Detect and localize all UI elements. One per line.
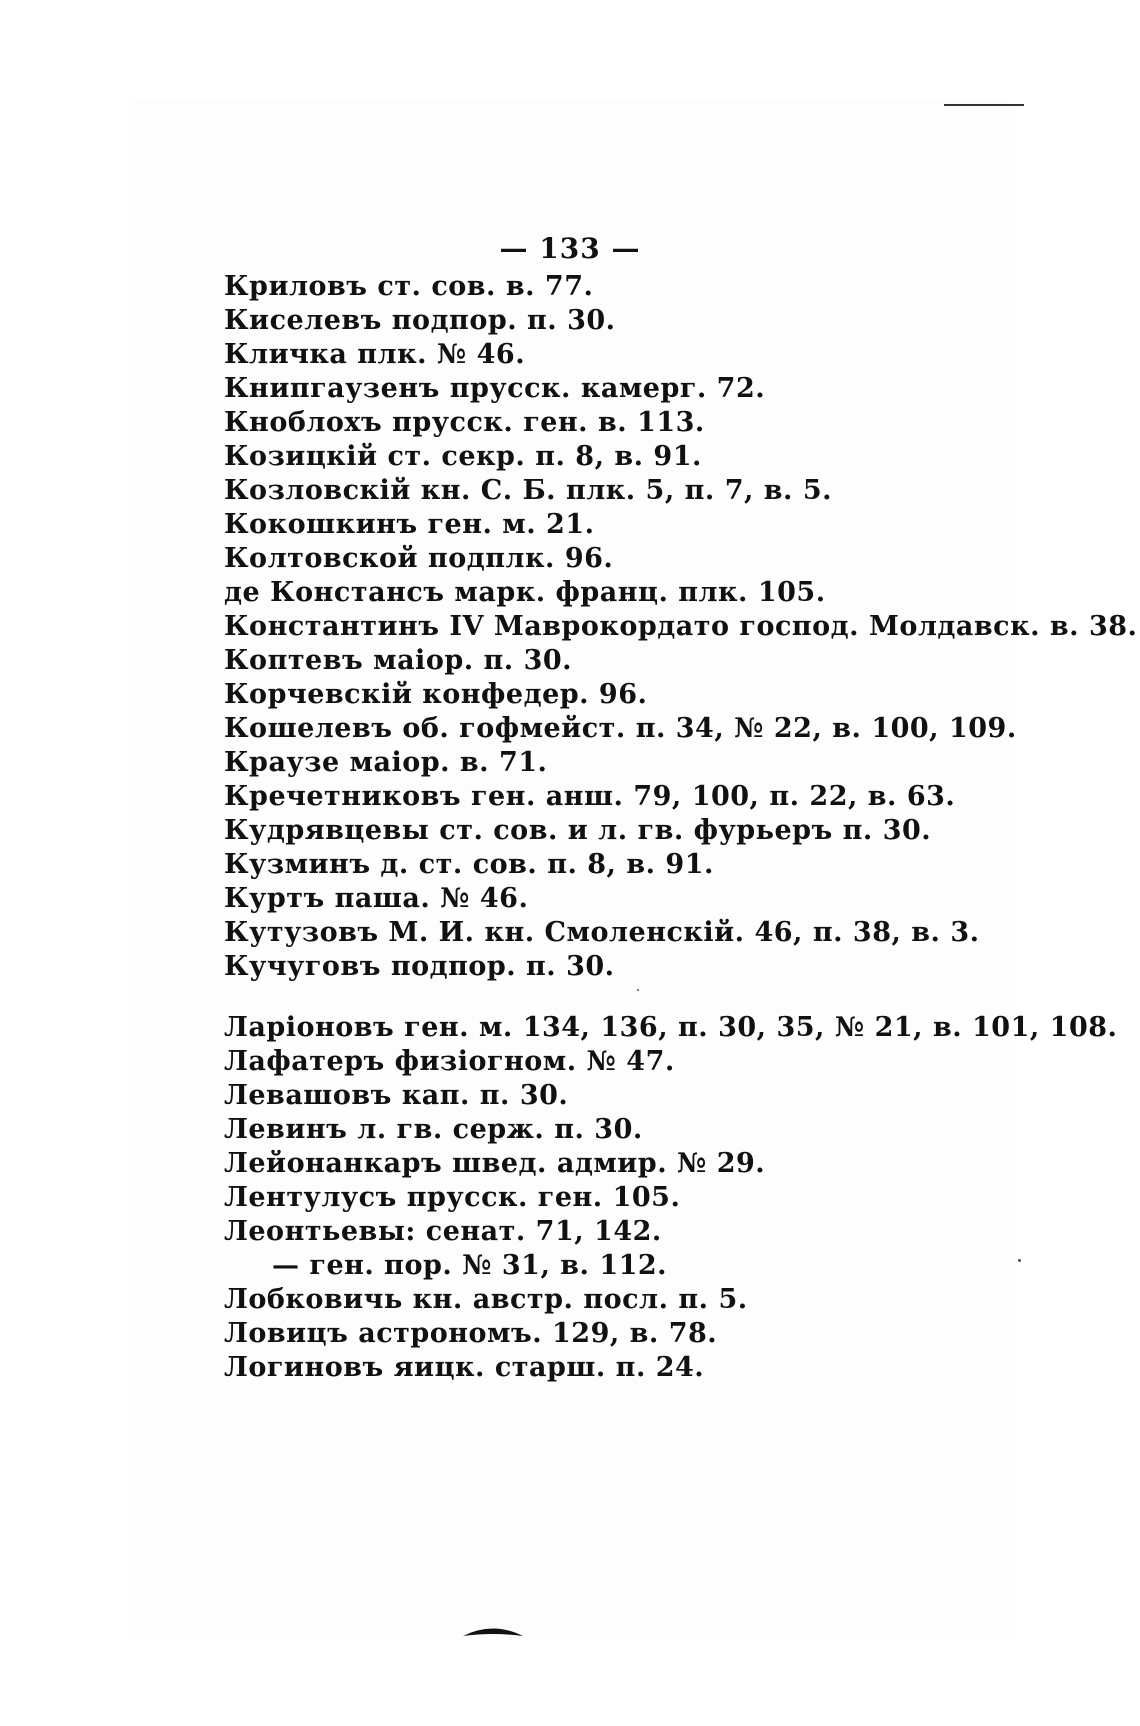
index-entry: Криловъ ст. сов. в. 77. — [224, 271, 594, 302]
index-entry: Лобковичь кн. австр. посл. п. 5. — [224, 1284, 748, 1315]
index-entry: Леонтьевы: сенат. 71, 142. — [224, 1216, 662, 1247]
index-entry: Ловицъ астрономъ. 129, в. 78. — [224, 1318, 718, 1349]
index-entry: Лейонанкаръ швед. адмир. № 29. — [224, 1148, 766, 1179]
index-entry: Кутузовъ М. И. кн. Смоленскій. 46, п. 38, в. 3. — [224, 917, 980, 948]
index-entry: Кудрявцевы ст. сов. и л. гв. фурьеръ п. 30. — [224, 815, 932, 846]
index-entry: Кноблохъ прусск. ген. в. 113. — [224, 407, 705, 438]
index-entry: Кречетниковъ ген. анш. 79, 100, п. 22, в. 63. — [224, 781, 956, 812]
index-entry: — ген. пор. № 31, в. 112. — [272, 1250, 668, 1281]
print-speck — [637, 989, 639, 991]
index-entry: Колтовской подплк. 96. — [224, 543, 614, 574]
index-entry: Логиновъ яицк. старш. п. 24. — [224, 1352, 705, 1383]
index-entry: Корчевскій конфедер. 96. — [224, 679, 648, 710]
edge-rule — [944, 104, 1024, 106]
index-entry: Лафатеръ физіогном. № 47. — [224, 1046, 675, 1077]
index-entry: Киселевъ подпор. п. 30. — [224, 305, 616, 336]
index-entry: Кличка плк. № 46. — [224, 339, 526, 370]
index-entry: де Констансъ марк. франц. плк. 105. — [224, 577, 826, 608]
index-entry: Левашовъ кап. п. 30. — [224, 1080, 569, 1111]
index-entry: Книпгаузенъ прусск. камерг. 72. — [224, 373, 766, 404]
index-entry: Козловскій кн. С. Б. плк. 5, п. 7, в. 5. — [224, 475, 833, 506]
index-entry: Кошелевъ об. гофмейст. п. 34, № 22, в. 100, 109. — [224, 713, 1017, 744]
index-entry: Кучуговъ подпор. п. 30. — [224, 951, 615, 982]
index-entry: Ларіоновъ ген. м. 134, 136, п. 30, 35, № 21, в. 101, 108. — [224, 1012, 1118, 1043]
index-entry: Кокошкинъ ген. м. 21. — [224, 509, 595, 540]
index-entry: Константинъ IV Маврокордато господ. Молдавск. в. 38. — [224, 611, 1138, 642]
index-entry: Куртъ паша. № 46. — [224, 883, 529, 914]
tailpiece-ornament — [461, 1625, 525, 1639]
index-entry: Левинъ л. гв. серж. п. 30. — [224, 1114, 643, 1145]
index-entry: Коптевъ маіор. п. 30. — [224, 645, 573, 676]
print-speck — [1018, 1259, 1021, 1262]
index-entry: Лентулусъ прусск. ген. 105. — [224, 1182, 681, 1213]
index-entry: Козицкій ст. секр. п. 8, в. 91. — [224, 441, 702, 472]
index-entry: Кузминъ д. ст. сов. п. 8, в. 91. — [224, 849, 714, 880]
page-number: — 133 — — [499, 232, 641, 265]
index-entry: Краузе маіор. в. 71. — [224, 747, 548, 778]
